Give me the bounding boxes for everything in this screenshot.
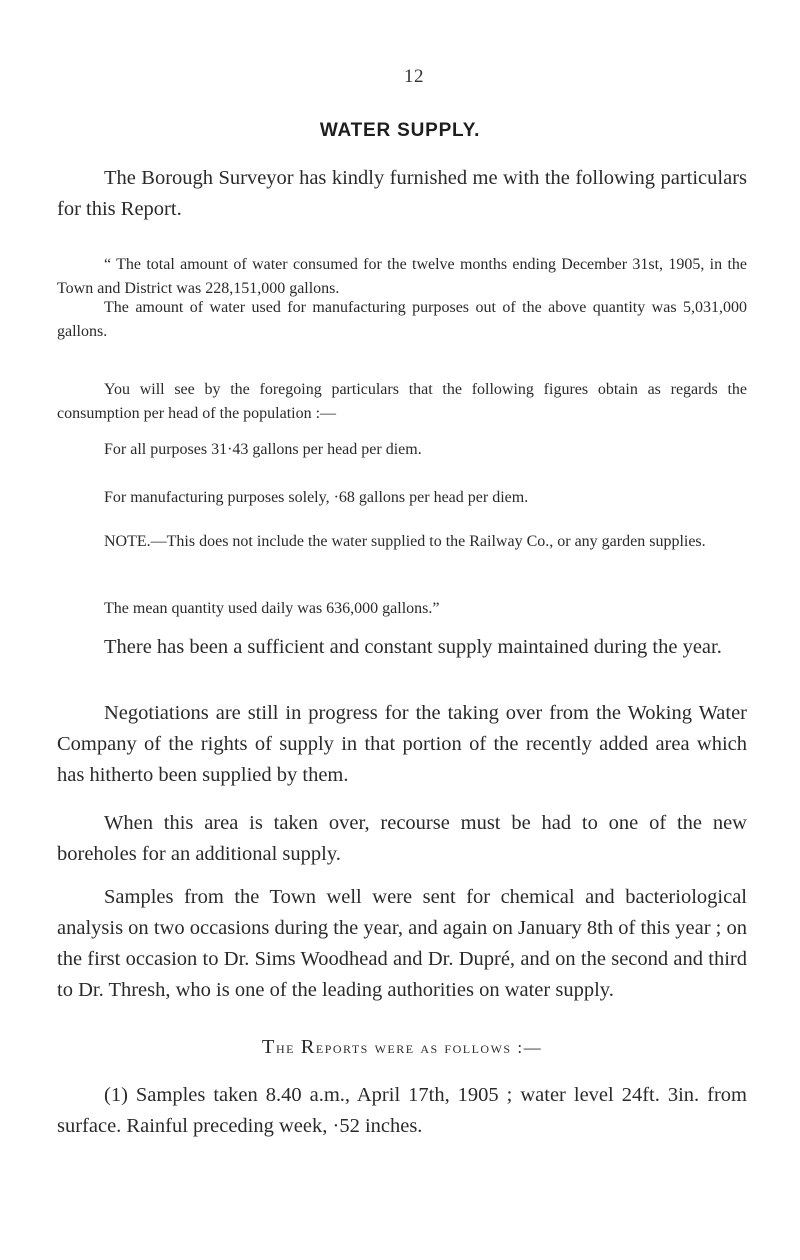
quote-paragraph-manufacturing: The amount of water used for manufacturing purposes out of the above quantity was 5,031,000 gallons.	[57, 299, 747, 340]
quote-paragraph-all-purposes: For all purposes 31·43 gallons per head per diem.	[104, 441, 422, 458]
quote-block-5	[57, 486, 747, 510]
quote-paragraph-note: NOTE.—This does not include the water supplied to the Railway Co., or any garden supplies.	[104, 533, 706, 550]
reports-heading-text: The Reports were as follows :—	[261, 1036, 543, 1058]
supply-paragraph	[57, 632, 747, 663]
negotiations-paragraph	[57, 698, 747, 791]
quote-paragraph-foregoing: You will see by the foregoing particulars that the following figures obtain as regards the consumption per head of the population :—	[57, 381, 747, 422]
quote-block-7	[57, 597, 747, 621]
quote-paragraph-total: “ The total amount of water consumed for the twelve months ending December 31st, 1905, in the Town and District was 228,151,000 gallons.	[57, 256, 747, 297]
negotiations-text: Negotiations are still in progress for the taking over from the Woking Water Company of the rights of supply in that portion of the recently added area which has hitherto been supplied by them.	[57, 702, 747, 786]
sample-1-text: (1) Samples taken 8.40 a.m., April 17th, 1905 ; water level 24ft. 3in. from surface. Rainful preceding week, ·52 inches.	[57, 1084, 747, 1137]
supply-text: There has been a sufficient and constant supply maintained during the year.	[104, 636, 722, 658]
page-number: 12	[404, 66, 424, 87]
sample-1-paragraph	[57, 1080, 747, 1142]
quote-block-2	[57, 296, 747, 344]
boreholes-text: When this area is taken over, recourse must be had to one of the new boreholes for an additional supply.	[57, 812, 747, 865]
boreholes-paragraph	[57, 808, 747, 870]
samples-paragraph	[57, 882, 747, 1006]
quote-block-3	[57, 378, 747, 426]
quote-block-4	[57, 438, 747, 462]
quote-block-6	[57, 530, 747, 554]
samples-text: Samples from the Town well were sent for chemical and bacteriological analysis on two occasions during the year, and again on January 8th of this year ; on the first occasion to Dr. Sims Woodhead and Dr. Dupré, and on the second and third to Dr. Thresh, who is one of the leading authorities on water supply.	[57, 886, 747, 1001]
quote-paragraph-mean: The mean quantity used daily was 636,000 gallons.”	[104, 600, 440, 617]
intro-text: The Borough Surveyor has kindly furnished me with the following particulars for this Report.	[57, 167, 747, 220]
intro-paragraph	[57, 163, 747, 225]
reports-heading	[57, 1036, 747, 1059]
quote-block	[57, 253, 747, 301]
quote-paragraph-manufacturing-solely: For manufacturing purposes solely, ·68 gallons per head per diem.	[104, 489, 529, 506]
section-heading: WATER SUPPLY.	[319, 120, 481, 141]
